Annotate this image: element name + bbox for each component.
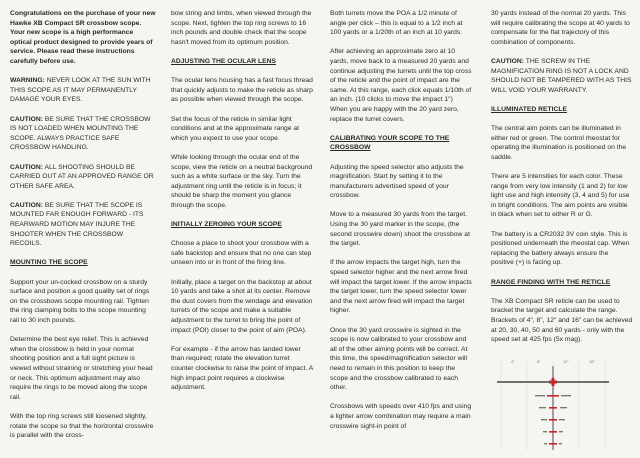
ocular-paragraph-2: Set the focus of the reticle in similar light conditions and at the approximate range at which you expect to use your scope. (171, 115, 299, 142)
calibrating-paragraph-2: Move to a measured 30 yards from the target. Using the 30 yard marker in the scope, (the second crosswire down) shoot the crossbow at the target. (330, 211, 470, 248)
calibrating-paragraph-1: Adjusting the speed selector also adjusts the magnification. Start by setting it to the manufacturers advertised speed of your crossbow. (330, 163, 464, 200)
zeroing-heading: INITIALLY ZEROING YOUR SCOPE (171, 221, 282, 229)
warning-label: WARNING: (10, 77, 45, 85)
zeroing-paragraph-5: After achieving an approximate zero at 10 yards, move back to a measured 20 yards and continue adjusting the turrets until the top cross of the reticle and the point of impact are the same. At this range, each click equals 1/10th of an inch. (10 clicks to move the impact 1") When you are happy with the 20 yard zero, replace the turret covers. (330, 48, 472, 123)
caution-label-2: CAUTION: (10, 163, 43, 171)
mounting-paragraph-3: With the top ring screws still loosened slightly, rotate the scope so that the horizontal crosswire is parallel with the cross- (10, 412, 154, 440)
range-finding-paragraph: The XB Compact SR reticle can be used to bracket the target and calculate the range. Brackets of 4", 8", 12" and 16" can be achieved at 20, 30, 40, 50 and 60 yards - only with the speed set at 425 fps (5x mag). (491, 297, 633, 344)
caution-text-1: BE SURE THAT THE CROSSBOW IS NOT LOADED WHEN MOUNTING THE SCOPE. ALWAYS PRACTICE SAFE CROSSBOW HANDLING. (10, 115, 151, 152)
caution-paragraph-2 (10, 163, 156, 192)
illuminated-paragraph-3: The battery is a CR2032 3V coin style. This is positioned underneath the rheostat cap. When replacing the battery always ensure the positive (+) is facing up. (491, 230, 630, 267)
caution-text-4: THE SCREW IN THE MAGNIFICATION RING IS NOT A LOCK AND SHOULD NOT BE TAMPERED WITH AS THIS WILL VOID YOUR WARRANTY. (491, 57, 632, 94)
caution-text-3: BE SURE THAT THE SCOPE IS MOUNTED FAR ENOUGH FORWARD - ITS REARWARD MOTION MAY INJURE THE SHOOTER WHEN THE CROSSBOW RECOILS. (10, 201, 144, 248)
calibrating-continued: 30 yards instead of the normal 20 yards. This will require calibrating the scope at 40 yards to compensate for the flat trajectory of this combination of components. (491, 10, 630, 46)
illuminated-paragraph-2: There are 5 intensities for each color. These range from very low intensity (1 and 2) for low light use and high intensity (3, 4 and 5) for use in bright conditions. The aim points are visible in black when set to either R or G. (491, 173, 630, 219)
column-2 (171, 9, 313, 402)
ocular-paragraph-1: The ocular lens housing has a fast focus thread that quickly adjusts to make the reticle as sharp as possible when viewed through the scope. (171, 77, 313, 104)
bracket-label-12in: 12" (563, 359, 569, 365)
caution-paragraph-3 (10, 201, 156, 249)
calibrating-heading: CALIBRATING YOUR SCOPE TO THE CROSSBOW (330, 134, 450, 152)
column-4 (491, 9, 633, 458)
caution-paragraph-1 (10, 115, 156, 153)
illuminated-paragraph-1: The central aim points can be illuminated in either red or green. The control rheostat for operating the illumination is positioned on the saddle. (491, 125, 627, 161)
calibrating-paragraph-5: Crossbows with speeds over 410 fps and using a lighter arrow combination may require a main crosswire sight-in point of (330, 403, 472, 430)
bracket-label-16in: 16" (589, 359, 595, 365)
mounting-continued: bow string and limbs, when viewed through the scope. Next, tighten the top ring screws to 16 inch pounds and double check that the scope hasn't moved from its optimum position. (171, 10, 312, 46)
zeroing-paragraph-2: Initially, place a target on the backstop at about 10 yards and take a shot at its center. Remove the dust covers from the windage and elevation turrets of the scope and make a suitable adjustment to the turret to bring the point of impact (POI) closer to the point of aim (POA). (171, 278, 313, 334)
caution-paragraph-4 (491, 57, 633, 95)
calibrating-paragraph-4: Once the 30 yard crosswire is sighted in the scope is now calibrated to your crossbow and all of the other aiming points will be correct. At this time, the speed/magnification selector will need to remain in this position to keep the scope and the crossbow calibrated to each other. (330, 326, 468, 392)
ocular-heading: ADJUSTING THE OCULAR LENS (171, 57, 277, 65)
caution-text-2: ALL SHOOTING SHOULD BE CARRIED OUT AT AN APPROVED RANGE OR OTHER SAFE AREA. (10, 163, 154, 190)
warning-paragraph (10, 76, 156, 105)
zeroing-paragraph-4: Both turrets move the POA a 1/2 minute of angle per click – this is equal to a 1/2 inch at 100 yards or a 1/20th of an inch at 10 yards. (330, 10, 463, 37)
column-3 (330, 9, 472, 441)
caution-label-1: CAUTION: (10, 115, 43, 123)
range-finding-heading: RANGE FINDING WITH THE RETICLE (491, 278, 611, 286)
caution-label-4: CAUTION: (491, 57, 524, 65)
reticle-bracket-diagram (491, 358, 631, 454)
column-1 (10, 9, 156, 450)
zeroing-paragraph-1: Choose a place to shoot your crossbow with a safe backstop and ensure that no one can step unseen into or in front of the firing line. (171, 240, 312, 267)
illuminated-heading: ILLUMINATED RETICLE (491, 105, 567, 113)
mounting-paragraph-1: Support your un-cocked crossbow on a sturdy surface and position a good quality set of rings on the crossbows scope mounting rail. Tighten the ring clamping bolts to the scope mounting rail to 30 inch pounds. (10, 278, 150, 324)
bracket-label-8in: 8" (537, 359, 541, 365)
mounting-heading: MOUNTING THE SCOPE (10, 259, 88, 267)
zeroing-paragraph-3: For example - if the arrow has landed lower than required; rotate the elevation turret counter clockwise to raise the point of impact. A high impact point requires a clockwise adjustment. (171, 345, 313, 392)
warning-text: NEVER LOOK AT THE SUN WITH THIS SCOPE AS IT MAY PERMANENTLY DAMAGE YOUR EYES. (10, 77, 151, 104)
calibrating-paragraph-3: If the arrow impacts the target high, turn the speed selector higher and the next arrow fired will impact the target lower. If the arrow impacts the target lower, turn the speed selector lower and the next arrow fired will impact the target higher. (330, 259, 472, 315)
caution-label-3: CAUTION: (10, 201, 43, 209)
ocular-paragraph-3: While looking through the ocular end of the scope, view the reticle on a neutral background such as a white surface or the sky. Turn the adjustment ring until the reticle is in focus; it should be sharp the moment you glance through the scope. (171, 153, 313, 209)
bracket-label-4in: 4" (511, 359, 515, 365)
mounting-paragraph-2: Determine the best eye relief. This is achieved when the crossbow is held in your normal shooting position and a full sight picture is viewed without straining or stretching your head or neck. This optimum adjustment may also require the rings to be moved along the scope rail. (10, 336, 153, 401)
intro-text: Congratulations on the purchase of your new Hawke XB Compact SR crossbow scope. Your new scope is a high performance optical product designed to provide years of service. Please read these instructions carefully before use. (10, 10, 156, 65)
